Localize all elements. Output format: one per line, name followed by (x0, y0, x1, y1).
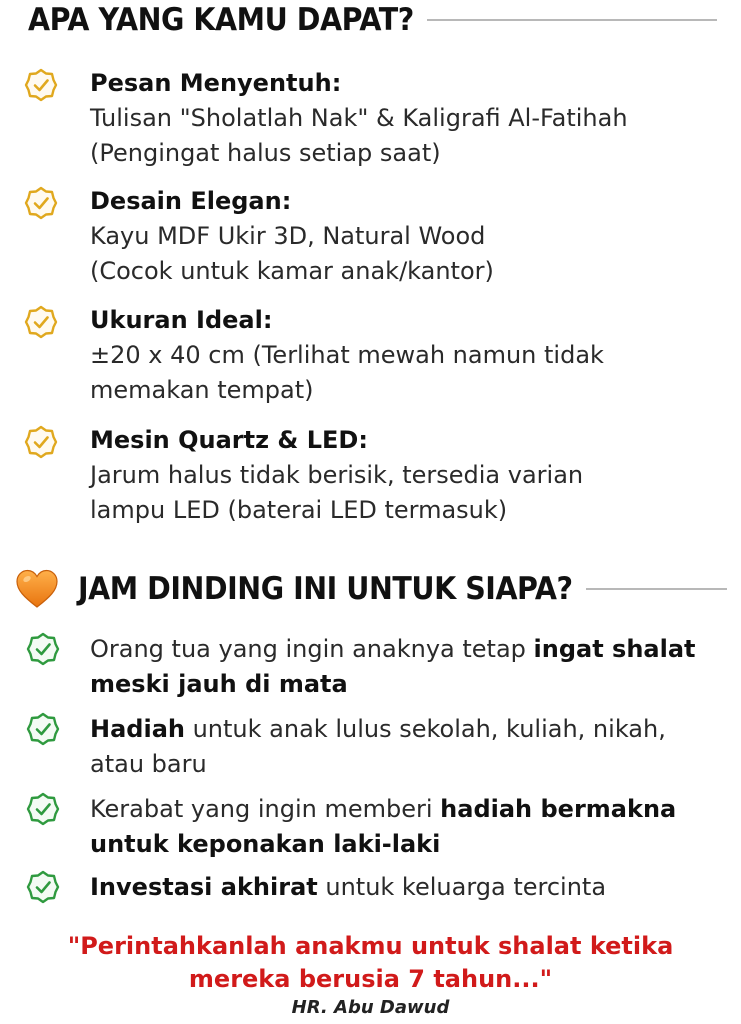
section-title-benefits: APA YANG KAMU DAPAT? (28, 2, 414, 38)
audience-item (26, 712, 731, 782)
quote-line: "Perintahkanlah anakmu untuk shalat ketika (67, 932, 674, 960)
audience-text-bold: meski jauh di mata (90, 670, 348, 698)
gold-check-badge-icon (24, 425, 58, 459)
header-divider (586, 588, 727, 590)
audience-text-bold: untuk keponakan laki-laki (90, 830, 441, 858)
section-header-benefits (28, 2, 717, 38)
audience-text-bold: Investasi akhirat (90, 873, 318, 901)
audience-text: untuk keluarga tercinta (317, 873, 607, 901)
audience-text-bold: ingat shalat (533, 635, 696, 663)
feature-title: Mesin Quartz & LED: (90, 426, 368, 454)
feature-desc-line: memakan tempat) (90, 376, 314, 404)
feature-desc-line: ±20 x 40 cm (Terlihat mewah namun tidak (90, 341, 604, 369)
feature-title: Desain Elegan: (90, 187, 292, 215)
green-check-badge-icon (26, 632, 60, 666)
section-header-audience (14, 566, 727, 612)
audience-text: Kerabat yang ingin memberi (90, 795, 441, 823)
audience-text: untuk anak lulus sekolah, kuliah, nikah, (184, 715, 666, 743)
header-divider (427, 19, 717, 21)
orange-heart-icon (14, 566, 60, 612)
feature-title: Ukuran Ideal: (90, 306, 273, 334)
feature-item (24, 184, 731, 289)
quote-line: mereka berusia 7 tahun..." (188, 965, 553, 993)
feature-desc-line: Jarum halus tidak berisik, tersedia varian (90, 461, 584, 489)
feature-item (24, 423, 731, 528)
green-check-badge-icon (26, 712, 60, 746)
audience-item (26, 792, 731, 862)
section-title-audience: JAM DINDING INI UNTUK SIAPA? (78, 571, 573, 607)
feature-desc-line: (Pengingat halus setiap saat) (90, 139, 441, 167)
feature-desc-line: lampu LED (baterai LED termasuk) (90, 496, 508, 524)
gold-check-badge-icon (24, 68, 58, 102)
hadith-quote (0, 930, 741, 996)
feature-desc-line: (Cocok untuk kamar anak/kantor) (90, 257, 494, 285)
gold-check-badge-icon (24, 305, 58, 339)
feature-title: Pesan Menyentuh: (90, 69, 342, 97)
feature-desc-line: Kayu MDF Ukir 3D, Natural Wood (90, 222, 486, 250)
audience-text: atau baru (90, 750, 207, 778)
feature-desc-line: Tulisan "Sholatlah Nak" & Kaligrafi Al-Fatihah (90, 104, 628, 132)
feature-item (24, 303, 731, 408)
audience-text-bold: hadiah bermakna (440, 795, 677, 823)
green-check-badge-icon (26, 792, 60, 826)
feature-item (24, 66, 731, 171)
audience-text-bold: Hadiah (90, 715, 185, 743)
audience-text: Orang tua yang ingin anaknya tetap (90, 635, 534, 663)
audience-item (26, 632, 731, 702)
green-check-badge-icon (26, 870, 60, 904)
quote-source: HR. Abu Dawud (291, 997, 450, 1018)
audience-item (26, 870, 731, 905)
gold-check-badge-icon (24, 186, 58, 220)
